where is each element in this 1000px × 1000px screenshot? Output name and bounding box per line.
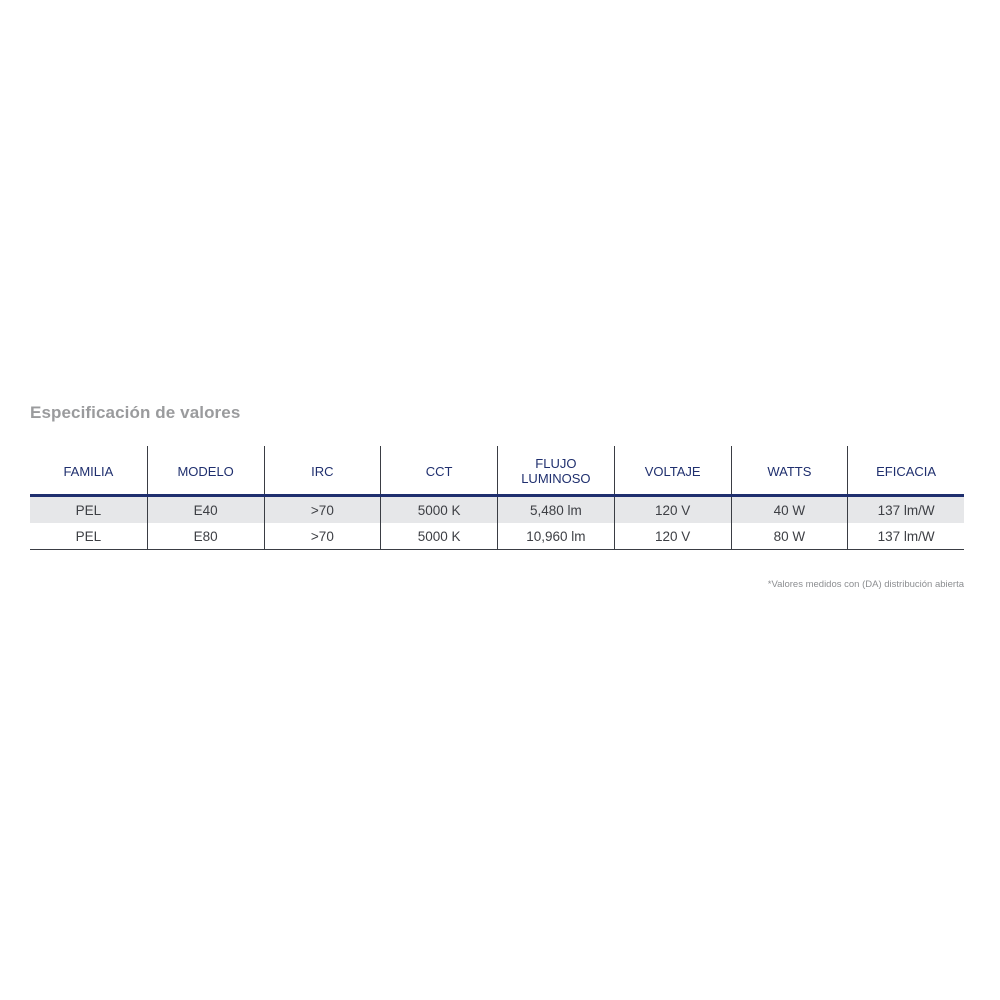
header-voltaje: VOLTAJE bbox=[614, 446, 731, 494]
header-eficacia: EFICACIA bbox=[847, 446, 964, 494]
cell-flujo-luminoso: 5,480 lm bbox=[497, 497, 614, 523]
cell-familia: PEL bbox=[75, 528, 102, 544]
cell-flujo-luminoso: 10,960 lm bbox=[497, 523, 614, 549]
cell-cct: 5000 K bbox=[380, 523, 497, 549]
cell-voltaje: 120 V bbox=[614, 523, 731, 549]
cell-irc: >70 bbox=[264, 523, 381, 549]
header-cct: CCT bbox=[380, 446, 497, 494]
table-row bbox=[30, 523, 964, 550]
spec-table bbox=[30, 446, 964, 550]
table-row bbox=[30, 497, 964, 523]
header-watts: WATTS bbox=[731, 446, 848, 494]
cell-modelo: E80 bbox=[147, 523, 264, 549]
cell-watts: 80 W bbox=[731, 523, 848, 549]
cell-familia: PEL bbox=[75, 502, 102, 518]
cell-modelo: E40 bbox=[147, 497, 264, 523]
table-header-row bbox=[30, 446, 964, 497]
cell-voltaje: 120 V bbox=[614, 497, 731, 523]
header-irc: IRC bbox=[264, 446, 381, 494]
cell-irc: >70 bbox=[264, 497, 381, 523]
section-title: Especificación de valores bbox=[30, 403, 241, 422]
cell-cct: 5000 K bbox=[380, 497, 497, 523]
header-modelo: MODELO bbox=[147, 446, 264, 494]
cell-eficacia: 137 lm/W bbox=[847, 523, 964, 549]
cell-eficacia: 137 lm/W bbox=[847, 497, 964, 523]
header-flujo-luminoso: FLUJO LUMINOSO bbox=[497, 446, 614, 494]
cell-watts: 40 W bbox=[731, 497, 848, 523]
footnote: *Valores medidos con (DA) distribución abierta bbox=[767, 579, 964, 590]
header-familia: FAMILIA bbox=[63, 463, 114, 479]
